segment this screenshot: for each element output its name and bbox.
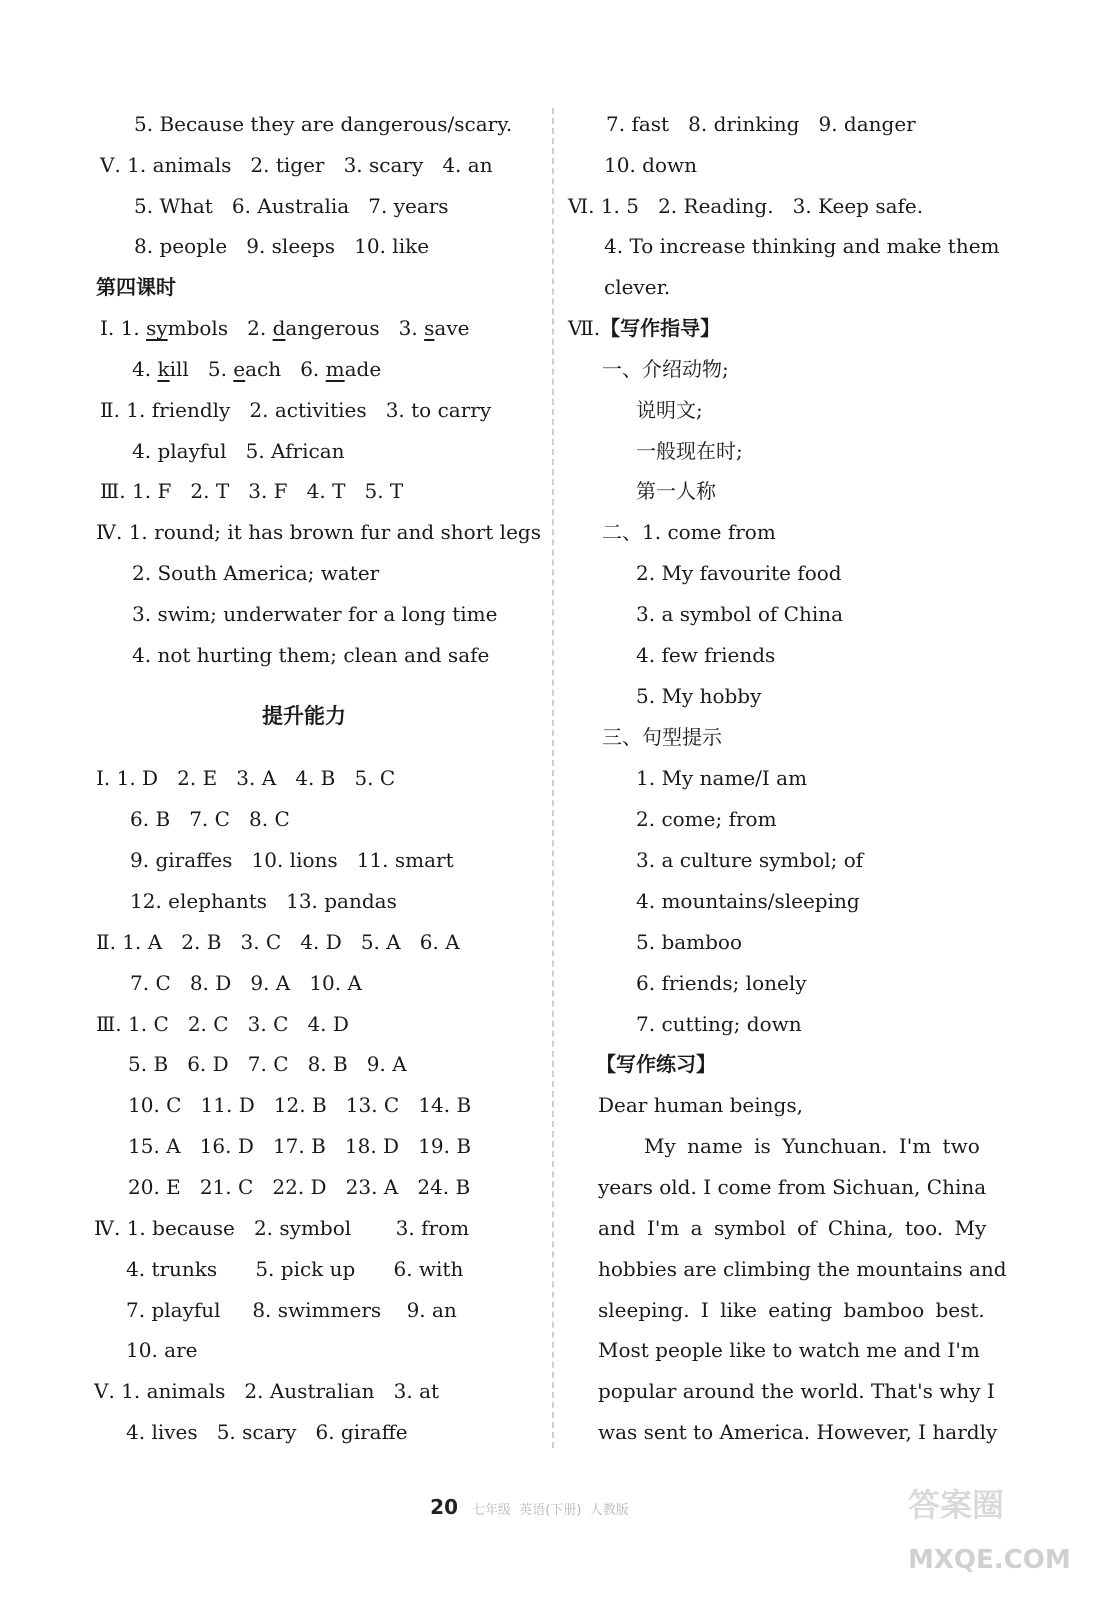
- column-divider: [552, 108, 554, 1448]
- answer-line: 4. trunks 5. pick up 6. with: [126, 1257, 464, 1281]
- answer-line: 7. fast 8. drinking 9. danger: [606, 112, 916, 136]
- answer-line: 3. swim; underwater for a long time: [132, 602, 498, 626]
- answer-line: 4. playful 5. African: [132, 439, 345, 463]
- footer-subtitle: 七年级 英语(下册) 人教版: [472, 1503, 629, 1518]
- answer-line: 4. kill 5. each 6. made: [132, 357, 382, 381]
- answer-line: 7. cutting; down: [636, 1012, 802, 1036]
- answer-line: 4. lives 5. scary 6. giraffe: [126, 1420, 408, 1444]
- answer-line: 7. C 8. D 9. A 10. A: [130, 971, 362, 995]
- answer-line: 10. C 11. D 12. B 13. C 14. B: [128, 1093, 472, 1117]
- answer-line: 3. a symbol of China: [636, 602, 844, 626]
- essay-line: sleeping. I like eating bamboo best.: [598, 1298, 985, 1322]
- underlined-letter: k: [157, 357, 170, 381]
- essay-line: was sent to America. However, I hardly: [598, 1420, 998, 1444]
- answer-line: Ⅲ. 1. F 2. T 3. F 4. T 5. T: [100, 479, 404, 503]
- answer-line: 二、1. come from: [602, 520, 776, 544]
- answer-line: 4. not hurting them; clean and safe: [132, 643, 490, 667]
- answer-line: clever.: [604, 275, 671, 299]
- answer-line: Ⅰ. 1. symbols 2. dangerous 3. save: [100, 316, 470, 340]
- answer-line: Ⅴ. 1. animals 2. tiger 3. scary 4. an: [100, 153, 493, 177]
- section-heading: 【写作指导】: [600, 316, 721, 340]
- answer-line: Ⅱ. 1. A 2. B 3. C 4. D 5. A 6. A: [96, 930, 460, 954]
- answer-line: 10. down: [604, 153, 698, 177]
- answer-line: 4. To increase thinking and make them: [604, 234, 1000, 258]
- answer-line: 5. My hobby: [636, 684, 762, 708]
- underlined-letter: e: [233, 357, 246, 381]
- answer-line: 8. people 9. sleeps 10. like: [134, 234, 430, 258]
- answer-line: 7. playful 8. swimmers 9. an: [126, 1298, 457, 1322]
- answer-line: Ⅳ. 1. round; it has brown fur and short legs: [96, 520, 541, 544]
- essay-line: and I'm a symbol of China, too. My: [598, 1216, 987, 1240]
- answer-line: 5. Because they are dangerous/scary.: [134, 112, 513, 136]
- essay-line: years old. I come from Sichuan, China: [598, 1175, 987, 1199]
- answer-line: 4. few friends: [636, 643, 776, 667]
- essay-line: popular around the world. That's why I: [598, 1379, 995, 1403]
- answer-line: 5. B 6. D 7. C 8. B 9. A: [128, 1052, 407, 1076]
- underlined-letter: d: [272, 316, 286, 340]
- answer-line: Ⅱ. 1. friendly 2. activities 3. to carry: [100, 398, 492, 422]
- answer-line: 3. a culture symbol; of: [636, 848, 864, 872]
- answer-line: 6. friends; lonely: [636, 971, 807, 995]
- answer-line: Ⅵ. 1. 5 2. Reading. 3. Keep safe.: [568, 194, 924, 218]
- answer-line: 5. What 6. Australia 7. years: [134, 194, 449, 218]
- underlined-letter: sy: [146, 316, 168, 340]
- answer-line: 5. bamboo: [636, 930, 743, 954]
- answer-line: 20. E 21. C 22. D 23. A 24. B: [128, 1175, 471, 1199]
- section-heading: 提升能力: [262, 704, 346, 728]
- answer-line: Ⅰ. 1. D 2. E 3. A 4. B 5. C: [96, 766, 396, 790]
- watermark-logo: [904, 1476, 1084, 1586]
- answer-line: Ⅲ. 1. C 2. C 3. C 4. D: [96, 1012, 349, 1036]
- underlined-letter: m: [325, 357, 345, 381]
- answer-line: Ⅴ. 1. animals 2. Australian 3. at: [94, 1379, 440, 1403]
- answer-line: 4. mountains/sleeping: [636, 889, 860, 913]
- answer-line: 15. A 16. D 17. B 18. D 19. B: [128, 1134, 472, 1158]
- answer-line: 2. come; from: [636, 807, 777, 831]
- section-heading: 第四课时: [96, 275, 176, 299]
- underlined-letter: s: [424, 316, 435, 340]
- answer-line: 6. B 7. C 8. C: [130, 807, 290, 831]
- answer-line: 12. elephants 13. pandas: [130, 889, 397, 913]
- essay-line: Dear human beings,: [598, 1093, 803, 1117]
- answer-line: Ⅶ.【写作指导】: [568, 316, 721, 340]
- answer-line: 一、介绍动物;: [602, 357, 729, 381]
- page-number: 20: [430, 1495, 459, 1519]
- answer-line: 一般现在时;: [636, 439, 743, 463]
- answer-line: 2. South America; water: [132, 561, 380, 585]
- watermark-text: 答案圈: [908, 1486, 1005, 1524]
- section-heading: 【写作练习】: [596, 1052, 716, 1076]
- answer-line: 2. My favourite food: [636, 561, 842, 585]
- page-footer: [420, 1476, 629, 1519]
- watermark-url: MXQE.COM: [908, 1545, 1071, 1575]
- answer-line: 9. giraffes 10. lions 11. smart: [130, 848, 454, 872]
- essay-line: My name is Yunchuan. I'm two: [644, 1134, 980, 1158]
- answer-line: 1. My name/I am: [636, 766, 808, 790]
- answer-line: 说明文;: [636, 398, 703, 422]
- answer-line: Ⅳ. 1. because 2. symbol 3. from: [94, 1216, 470, 1240]
- answer-line: 第一人称: [636, 479, 716, 503]
- answer-line: 三、句型提示: [602, 725, 722, 749]
- answer-line: 10. are: [126, 1338, 198, 1362]
- essay-line: hobbies are climbing the mountains and: [598, 1257, 1007, 1281]
- essay-line: Most people like to watch me and I'm: [598, 1338, 980, 1362]
